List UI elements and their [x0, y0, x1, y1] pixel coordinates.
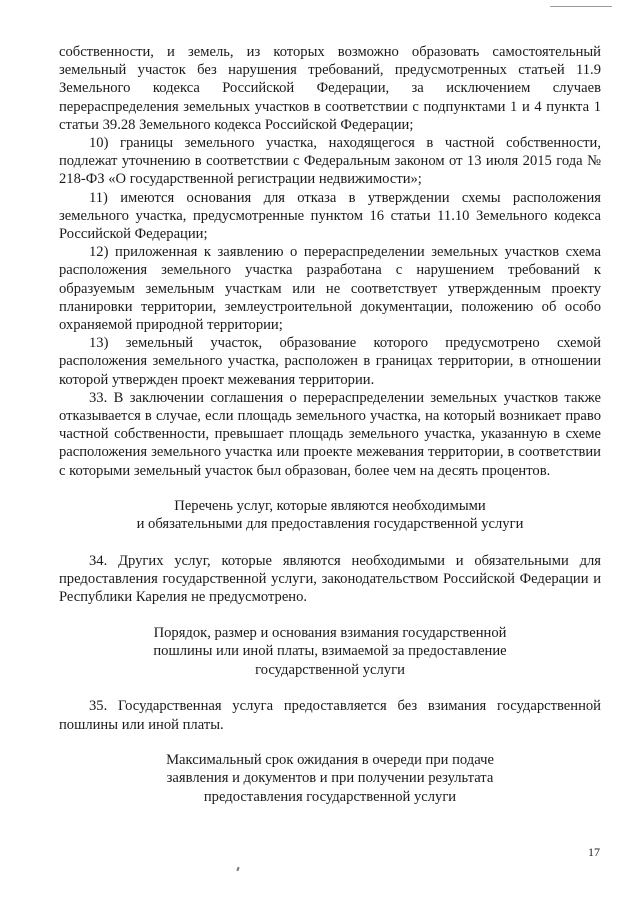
heading-queue-line3: предоставления государственной услуги: [203, 789, 457, 806]
document-body: [59, 43, 601, 807]
paragraph-item-10: 10) границы земельного участка, находящегося в частной собственности, подлежат уточнению в соответствии с Федеральным законом от 13 июля 2015 года № 218-ФЗ «О государственной регистрации недвижимости»;: [59, 135, 601, 188]
heading-services-line1: Перечень услуг, которые являются необходимыми: [174, 497, 486, 514]
heading-queue-line1: Максимальный срок ожидания в очереди при подаче: [166, 751, 494, 768]
top-rule: [550, 6, 612, 7]
page-number: 17: [588, 845, 600, 859]
paragraph-item-13: 13) земельный участок, образование которого предусмотрено схемой расположения земельного участка, расположен в границах территории, в отношении которой утвержден проект межевания территории.: [59, 335, 601, 388]
paragraph-34: 34. Других услуг, которые являются необходимыми и обязательными для предоставления государственной услуги, законодательством Российской Федерации и Республики Карелия не предусмотрено.: [59, 553, 601, 606]
paragraph-continuation: собственности, и земель, из которых возможно образовать самостоятельный земельный участок без нарушения требований, предусмотренных статьей 11.9 Земельного кодекса Российской Федерации, за исключением случаев перераспределения земельных участков в соответствии с подпунктами 1 и 4 пункта 1 статьи 39.28 Земельного кодекса Российской Федерации;: [59, 44, 601, 133]
paragraph-33: 33. В заключении соглашения о перераспределении земельных участков также отказывается в случае, если площадь земельного участка, на который возникает право частной собственности, превышает площадь земельного участка, указанную в схеме расположения земельного участка или проекте межевания территории, в соответствии с которыми земельный участок был образован, более чем на десять процентов.: [59, 389, 601, 479]
scan-speck: [236, 867, 239, 871]
heading-fee-line3: государственной услуги: [255, 661, 405, 678]
heading-services-line2: и обязательными для предоставления государственной услуги: [136, 516, 524, 533]
heading-queue-line2: заявления и документов и при получении результата: [166, 770, 494, 787]
paragraph-35: 35. Государственная услуга предоставляется без взимания государственной пошлины или иной платы.: [59, 698, 601, 733]
paragraph-item-11: 11) имеются основания для отказа в утверждении схемы расположения земельного участка, предусмотренные пунктом 16 статьи 11.10 Земельного кодекса Российской Федерации;: [59, 189, 601, 243]
heading-fee-line2: пошлины или иной платы, взимаемой за предоставление: [153, 643, 507, 660]
paragraph-item-12: 12) приложенная к заявлению о перераспределении земельных участков схема расположения земельного участка разработана с нарушением требований к образуемым земельным участкам или не соответствует утвержденным проекту планировки территории, землеустроительной документации, положению об особо охраняемой природной территории;: [59, 244, 601, 334]
heading-fee-line1: Порядок, размер и основания взимания государственной: [153, 624, 507, 641]
